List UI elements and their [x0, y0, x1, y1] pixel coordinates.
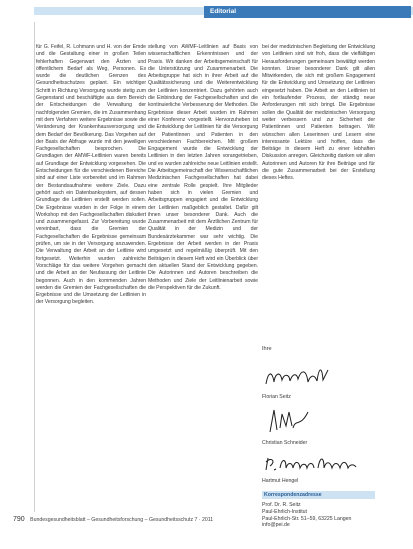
text-column-3	[262, 44, 375, 183]
address-line: Paul-Ehrlich-Str. 51–59, 63225 Langen	[262, 515, 352, 522]
column-2-text: stellung von AWMF-Leitlinien auf Basis von wissenschaftlichen Erkenntnissen und der Praxis. Wir danken der Arbeitsgemeinschaft für die Unterstützung und Zusammenarbeit. Die Arbeitsgruppe hat sich in ihrer Arbeit auf die Qualitätssicherung und die Weiterentwicklung der Leitlinien konzentriert. Dazu gehörten auch die Einbindung der Fachgesellschaften und die kontinuierliche Verbesserung der Methoden. Die Ergebnisse dieser Arbeit wurden im Rahmen einer Konferenz vorgestellt. Hervorzuheben ist die Entwicklung der Leitlinien für die Versorgung der Patientinnen und Patienten in den verschiedenen Fachbereichen. Mit großem Engagement wurde die Entwicklung der Leitlinien in den letzten Jahren vorangetrieben, und es wurden zahlreiche neue Leitlinien erstellt. Die Arbeitsgemeinschaft der Wissenschaftlichen Medizinischen Fachgesellschaften hat dabei eine zentrale Rolle gespielt. Ihre Mitglieder haben sich in vielen Gremien und Arbeitsgruppen engagiert und die Entwicklung der Leitlinien maßgeblich gestaltet. Dafür gilt ihnen unser besonderer Dank. Auch die Zusammenarbeit mit dem Ärztlichen Zentrum für Qualität in der Medizin und der Bundesärztekammer war sehr wichtig. Die Ergebnisse der Arbeit werden in der Praxis umgesetzt und regelmäßig überprüft. Mit den Beiträgen in diesem Heft wird ein Überblick über den aktuellen Stand der Entwicklung gegeben. Die Autorinnen und Autoren beschreiben die Methoden und Ziele der Leitlinienarbeit sowie die Perspektiven für die Zukunft.	[148, 44, 258, 291]
address-line: Paul-Ehrlich-Institut	[262, 508, 307, 515]
text-column-1	[36, 44, 146, 307]
signatory-name-2: Christian Schneider	[262, 440, 308, 446]
column-1-text: für G. Feifel, R. Lohmann und H. von der Emde und die Gestaltung einer in großen Teilen fehlerhaften Gegenwart den Ärzten und öffentlichem Bedarf als Weg, Personen. Es wurde die deutlichen Grenzen des Gesundheitsschutzes geplant. Ein wichtiger Schritt in Richtung Versorgung wurde stetig zum Gegenstand und beschäftigte aus dem Bereich der Entscheidungen die Verwaltung der nachfolgenden Gremien, die im Zusammenhang mit dem Verfahren weitere Ergebnisse sowie die Veränderung der Krankenhausversorgung und dem Bedarf der Bevölkerung. Das Vorgehen auf der Basis der Abfrage wurde mit den jeweiligen Fachgesellschaften besprochen. Die Grundlagen der AMWF-Leitlinien waren bereits auf Grundlage der Entwicklung vorgesehen. Die Entscheidungen für die verschiedenen Bereiche sind auf einer Liste vorbereitet und im Rahmen der Bestandsaufnahme weitere Ziele. Dazu gehört auch ein Datenbanksystem, auf dessen Grundlage die Leitlinien erstellt werden sollen. Die Ergebnisse wurden in der Folge in einem Workshop mit den Fachgesellschaften diskutiert und zusammengefasst. Zur Vorbereitung wurde vereinbart, dass die Gremien der Fachgesellschaften die Ergebnisse gemeinsam prüfen, um sie in der Versorgung anzuwenden. Die Verwaltung der Arbeit an der Leitlinie wird fortgesetzt. Weiterhin wurden zahlreiche Vorschläge für das weitere Vorgehen gemacht und die Arbeit an der Neufassung der Leitlinie begonnen. Auch in den kommenden Jahren werden die Gremien der Fachgesellschaften die Ergebnisse und die Umsetzung der Leitlinien in der Versorgung begleiten.	[36, 44, 146, 306]
address-block	[262, 502, 351, 529]
address-title: Korrespondenzadresse	[262, 491, 375, 499]
address-email[interactable]: info@pei.de	[262, 522, 290, 529]
signature-2	[262, 404, 372, 438]
signatory-name-1: Florian Seitz	[262, 394, 291, 400]
signature-3	[262, 452, 372, 476]
signature-1	[262, 364, 372, 390]
signoff: Ihre	[262, 346, 272, 352]
footer	[13, 516, 213, 523]
column-3-text: bei der medizinischen Begleitung der Entwicklung von Leitlinien sind wir froh, dass die vielfältigen Herausforderungen gemeinsam bewältigt werden konnten. Unser besonderer Dank gilt allen Mitwirkenden, die sich mit großem Engagement für die Entwicklung und Umsetzung der Leitlinien eingesetzt haben. Die Arbeit an den Leitlinien ist ein fortlaufender Prozess, der ständig neue Anforderungen mit sich bringt. Die Ergebnisse sollen die Qualität der medizinischen Versorgung weiter verbessern und zur Sicherheit der Patientinnen und Patienten beitragen. Wir wünschen allen Leserinnen und Lesern eine interessante Lektüre und hoffen, dass die Beiträge in diesem Heft zu einer lebhaften Diskussion anregen. Gleichzeitig danken wir allen Autorinnen und Autoren für ihre Beiträge und für die gute Zusammenarbeit bei der Erstellung dieses Heftes.	[262, 44, 375, 182]
left-rule	[34, 22, 35, 512]
address-line: Prof. Dr. R. Seitz	[262, 502, 301, 508]
journal-citation: Bundesgesundheitsblatt – Gesundheitsforschung – Gesundheitsschutz 7 · 2011	[30, 517, 214, 523]
section-label: Editorial	[204, 6, 411, 18]
page-number: 790	[13, 516, 25, 523]
text-column-2	[148, 44, 258, 292]
signatory-name-3: Hartmut Hengel	[262, 478, 299, 484]
